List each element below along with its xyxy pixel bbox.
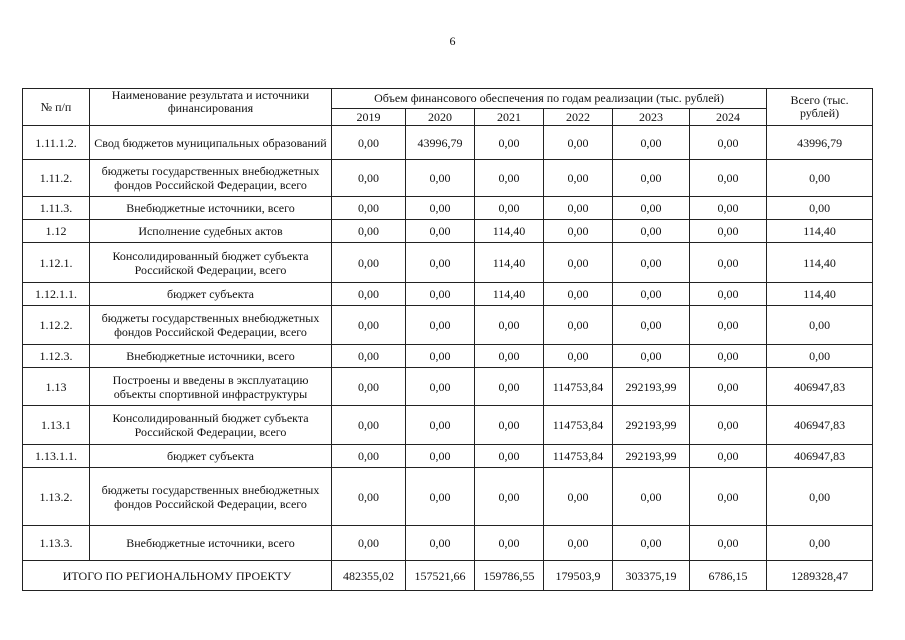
row-value: 0,00 <box>332 445 406 468</box>
row-number: 1.13.3. <box>23 526 90 561</box>
row-value: 292193,99 <box>613 445 690 468</box>
row-total: 0,00 <box>767 468 873 526</box>
table-row <box>23 368 873 406</box>
row-value: 0,00 <box>406 526 475 561</box>
row-value: 0,00 <box>332 243 406 283</box>
row-value: 0,00 <box>613 526 690 561</box>
total-value: 179503,9 <box>544 561 613 591</box>
row-number: 1.12 <box>23 220 90 243</box>
row-value: 0,00 <box>406 445 475 468</box>
row-value: 0,00 <box>613 345 690 368</box>
row-value: 0,00 <box>475 345 544 368</box>
row-value: 0,00 <box>475 197 544 220</box>
row-value: 0,00 <box>332 468 406 526</box>
total-label: ИТОГО ПО РЕГИОНАЛЬНОМУ ПРОЕКТУ <box>23 561 332 591</box>
row-value: 0,00 <box>544 345 613 368</box>
row-name: бюджет субъекта <box>90 283 332 306</box>
row-value: 114753,84 <box>544 445 613 468</box>
row-number: 1.11.3. <box>23 197 90 220</box>
row-value: 0,00 <box>332 526 406 561</box>
total-value: 303375,19 <box>613 561 690 591</box>
header-year: 2022 <box>544 109 613 126</box>
row-total: 406947,83 <box>767 406 873 445</box>
header-number: № п/п <box>23 89 90 126</box>
row-value: 114,40 <box>475 243 544 283</box>
row-value: 0,00 <box>690 197 767 220</box>
row-name: бюджеты государственных внебюджетных фондов Российской Федерации, всего <box>90 468 332 526</box>
row-name: Консолидированный бюджет субъекта Российской Федерации, всего <box>90 406 332 445</box>
row-value: 0,00 <box>406 306 475 345</box>
row-name: Внебюджетные источники, всего <box>90 526 332 561</box>
row-value: 0,00 <box>406 283 475 306</box>
row-number: 1.13.1.1. <box>23 445 90 468</box>
header-year: 2021 <box>475 109 544 126</box>
budget-table <box>22 88 873 591</box>
header-volume: Объем финансового обеспечения по годам реализации (тыс. рублей) <box>332 89 767 109</box>
row-value: 0,00 <box>332 197 406 220</box>
row-value: 0,00 <box>613 126 690 160</box>
header-total: Всего (тыс. рублей) <box>767 89 873 126</box>
row-number: 1.12.2. <box>23 306 90 345</box>
row-total: 114,40 <box>767 283 873 306</box>
row-value: 0,00 <box>613 468 690 526</box>
total-value: 157521,66 <box>406 561 475 591</box>
row-number: 1.12.1. <box>23 243 90 283</box>
row-value: 0,00 <box>690 243 767 283</box>
row-value: 0,00 <box>406 220 475 243</box>
row-value: 0,00 <box>690 368 767 406</box>
row-total: 0,00 <box>767 306 873 345</box>
table-row <box>23 406 873 445</box>
row-value: 0,00 <box>690 160 767 197</box>
header-year: 2019 <box>332 109 406 126</box>
row-total: 0,00 <box>767 197 873 220</box>
row-value: 0,00 <box>475 368 544 406</box>
row-value: 0,00 <box>332 406 406 445</box>
table-row <box>23 306 873 345</box>
table-row <box>23 526 873 561</box>
table-row <box>23 283 873 306</box>
total-value: 159786,55 <box>475 561 544 591</box>
row-value: 0,00 <box>475 126 544 160</box>
row-value: 0,00 <box>406 406 475 445</box>
row-value: 0,00 <box>690 468 767 526</box>
row-value: 0,00 <box>332 160 406 197</box>
row-value: 0,00 <box>690 283 767 306</box>
table-body <box>23 126 873 561</box>
row-value: 0,00 <box>613 197 690 220</box>
row-value: 0,00 <box>690 126 767 160</box>
row-value: 0,00 <box>406 368 475 406</box>
row-total: 406947,83 <box>767 368 873 406</box>
row-value: 0,00 <box>613 283 690 306</box>
header-year: 2024 <box>690 109 767 126</box>
row-number: 1.11.1.2. <box>23 126 90 160</box>
row-name: Исполнение судебных актов <box>90 220 332 243</box>
row-value: 0,00 <box>475 445 544 468</box>
row-value: 0,00 <box>613 243 690 283</box>
row-value: 292193,99 <box>613 368 690 406</box>
row-number: 1.13.2. <box>23 468 90 526</box>
total-row <box>23 561 873 591</box>
row-value: 292193,99 <box>613 406 690 445</box>
table-row <box>23 220 873 243</box>
row-value: 0,00 <box>475 526 544 561</box>
row-name: Свод бюджетов муниципальных образований <box>90 126 332 160</box>
row-number: 1.11.2. <box>23 160 90 197</box>
row-value: 0,00 <box>406 468 475 526</box>
row-value: 0,00 <box>332 368 406 406</box>
row-name: бюджеты государственных внебюджетных фондов Российской Федерации, всего <box>90 306 332 345</box>
row-value: 0,00 <box>544 243 613 283</box>
table-row <box>23 345 873 368</box>
row-total: 114,40 <box>767 220 873 243</box>
row-value: 0,00 <box>406 160 475 197</box>
total-value: 482355,02 <box>332 561 406 591</box>
row-name: бюджет субъекта <box>90 445 332 468</box>
header-year: 2020 <box>406 109 475 126</box>
row-number: 1.13.1 <box>23 406 90 445</box>
row-name: бюджеты государственных внебюджетных фондов Российской Федерации, всего <box>90 160 332 197</box>
row-value: 0,00 <box>690 445 767 468</box>
row-value: 0,00 <box>475 468 544 526</box>
row-value: 0,00 <box>544 283 613 306</box>
row-total: 0,00 <box>767 345 873 368</box>
header-name: Наименование результата и источники финансирования <box>90 89 332 126</box>
row-total: 43996,79 <box>767 126 873 160</box>
row-total: 406947,83 <box>767 445 873 468</box>
row-value: 0,00 <box>332 306 406 345</box>
header-year: 2023 <box>613 109 690 126</box>
row-name: Внебюджетные источники, всего <box>90 345 332 368</box>
row-value: 0,00 <box>613 160 690 197</box>
row-value: 0,00 <box>544 197 613 220</box>
total-value: 6786,15 <box>690 561 767 591</box>
row-value: 0,00 <box>332 220 406 243</box>
grand-total: 1289328,47 <box>767 561 873 591</box>
row-total: 0,00 <box>767 160 873 197</box>
table-row <box>23 160 873 197</box>
table-row <box>23 197 873 220</box>
page-number: 6 <box>449 34 456 48</box>
row-value: 0,00 <box>544 126 613 160</box>
row-number: 1.12.3. <box>23 345 90 368</box>
row-value: 0,00 <box>406 243 475 283</box>
table-row <box>23 126 873 160</box>
row-value: 0,00 <box>690 345 767 368</box>
row-name: Построены и введены в эксплуатацию объекты спортивной инфраструктуры <box>90 368 332 406</box>
row-value: 0,00 <box>406 345 475 368</box>
row-value: 0,00 <box>406 197 475 220</box>
table-row <box>23 468 873 526</box>
row-value: 0,00 <box>544 160 613 197</box>
row-value: 0,00 <box>613 306 690 345</box>
row-value: 0,00 <box>475 306 544 345</box>
row-value: 0,00 <box>690 526 767 561</box>
row-value: 0,00 <box>690 220 767 243</box>
row-value: 114753,84 <box>544 368 613 406</box>
row-value: 0,00 <box>475 160 544 197</box>
row-total: 114,40 <box>767 243 873 283</box>
row-value: 114753,84 <box>544 406 613 445</box>
row-value: 43996,79 <box>406 126 475 160</box>
row-value: 0,00 <box>544 526 613 561</box>
table-row <box>23 243 873 283</box>
row-value: 0,00 <box>613 220 690 243</box>
row-value: 0,00 <box>475 406 544 445</box>
row-value: 114,40 <box>475 283 544 306</box>
row-value: 114,40 <box>475 220 544 243</box>
row-value: 0,00 <box>544 220 613 243</box>
row-total: 0,00 <box>767 526 873 561</box>
row-value: 0,00 <box>544 306 613 345</box>
row-number: 1.13 <box>23 368 90 406</box>
row-value: 0,00 <box>332 126 406 160</box>
row-name: Внебюджетные источники, всего <box>90 197 332 220</box>
row-number: 1.12.1.1. <box>23 283 90 306</box>
table-header <box>23 89 873 126</box>
row-value: 0,00 <box>544 468 613 526</box>
row-name: Консолидированный бюджет субъекта Российской Федерации, всего <box>90 243 332 283</box>
table-row <box>23 445 873 468</box>
row-value: 0,00 <box>690 306 767 345</box>
row-value: 0,00 <box>690 406 767 445</box>
row-value: 0,00 <box>332 283 406 306</box>
row-value: 0,00 <box>332 345 406 368</box>
